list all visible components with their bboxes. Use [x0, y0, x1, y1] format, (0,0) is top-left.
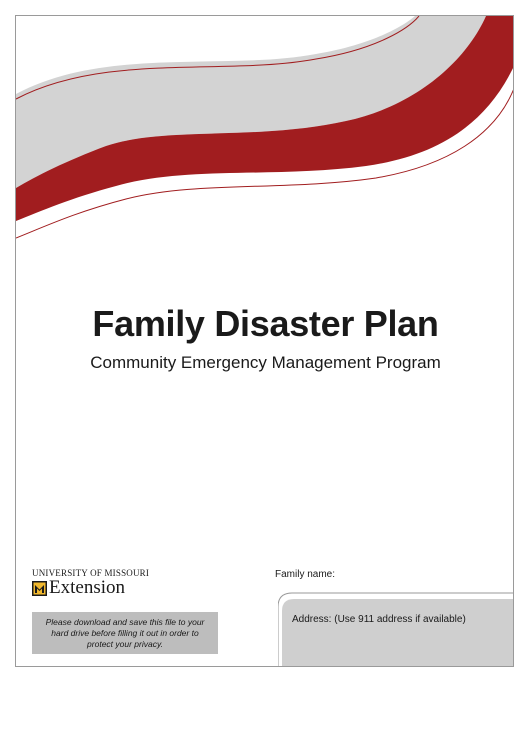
address-field[interactable] [278, 591, 514, 667]
family-name-label: Family name: [275, 569, 336, 580]
privacy-notice-text: Please download and save this file to your hard drive before filling it out in order to protect your privacy. [45, 616, 205, 649]
logo-university-text: UNIVERSITY OF MISSOURI [32, 568, 150, 578]
privacy-notice [32, 612, 218, 654]
decorative-wave-banner [16, 16, 514, 256]
address-field-fill [282, 599, 514, 667]
cover-page [15, 15, 514, 667]
document-title: Family Disaster Plan [92, 303, 439, 344]
university-logo [32, 568, 149, 597]
shield-m-icon [32, 581, 47, 596]
document-subtitle: Community Emergency Management Program [90, 353, 441, 372]
logo-row [32, 579, 149, 597]
logo-extension-text: Extension [49, 577, 125, 598]
address-label: Address: (Use 911 address if available) [292, 614, 466, 625]
